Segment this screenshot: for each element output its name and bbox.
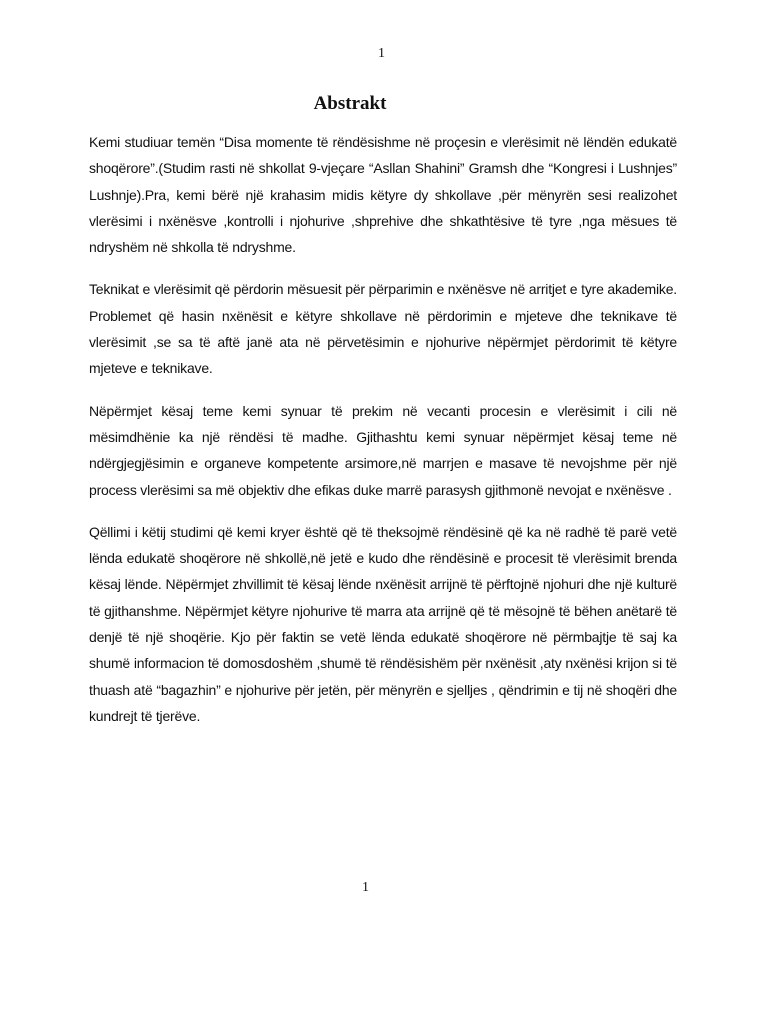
page-number-top: 1 (378, 46, 385, 61)
abstract-body (89, 129, 677, 745)
page-number-bottom: 1 (362, 880, 369, 895)
abstract-paragraph-1: Kemi studiuar temën “Disa momente të rëndësishme në proçesin e vlerësimit në lëndën edukatë shoqërore”.(Studim rasti në shkollat 9-vjeçare “Asllan Shahini” Gramsh dhe “Kongresi i Lushnjes” Lushnje).Pra, kemi bërë një krahasim midis këtyre dy shkollave ,për mënyrën sesi realizohet vlerësimi i nxënësve ,kontrolli i njohurive ,shprehive dhe shkathtësive të tyre ,nga mësues të ndryshëm në shkolla të ndryshme. (89, 134, 677, 256)
abstract-paragraph-4: Qëllimi i këtij studimi që kemi kryer është që të theksojmë rëndësinë që ka në radhë të parë vetë lënda edukatë shoqërore në shkollë,në jetë e kudo dhe rëndësinë e procesit të vlerësimit brenda kësaj lënde. Nëpërmjet zhvillimit të kësaj lënde nxënësit arrijnë të përftojnë njohuri dhe një kulturë të gjithanshme. Nëpërmjet këtyre njohurive të marra ata arrijnë që të mësojnë të bëhen anëtarë të denjë të një shoqërie. Kjo për faktin se vetë lënda edukatë shoqërore në përmbajtje të saj ka shumë informacion të domosdoshëm ,shumë të rëndësishëm për nxënësit ,aty nxënësi krijon si të thuash atë “bagazhin” e njohurive për jetën, për mënyrën e sjelljes , qëndrimin e tij në shoqëri dhe kundrejt të tjerëve. (89, 523, 677, 724)
abstract-paragraph-3: Nëpërmjet kësaj teme kemi synuar të prekim në vecanti procesin e vlerësimit i cili në mësimdhënie ka një rëndësi të madhe. Gjithashtu kemi synuar nëpërmjet kësaj teme në ndërgjegjësimin e organeve kompetente arsimore,në marrjen e masave të nevojshme për një process vlerësimi sa më objektiv dhe efikas duke marrë parasysh gjithmonë nevojat e nxënësve . (89, 402, 677, 498)
abstract-paragraph-2: Teknikat e vlerësimit që përdorin mësuesit për përparimin e nxënësve në arritjet e tyre akademike. Problemet që hasin nxënësit e këtyre shkollave në përdorimin e mjeteve dhe teknikave të vlerësimit ,se sa të aftë janë ata në përvetësimin e njohurive nëpërmjet përdorimit të këtyre mjeteve e teknikave. (89, 281, 677, 377)
abstract-title: Abstrakt (313, 93, 387, 114)
